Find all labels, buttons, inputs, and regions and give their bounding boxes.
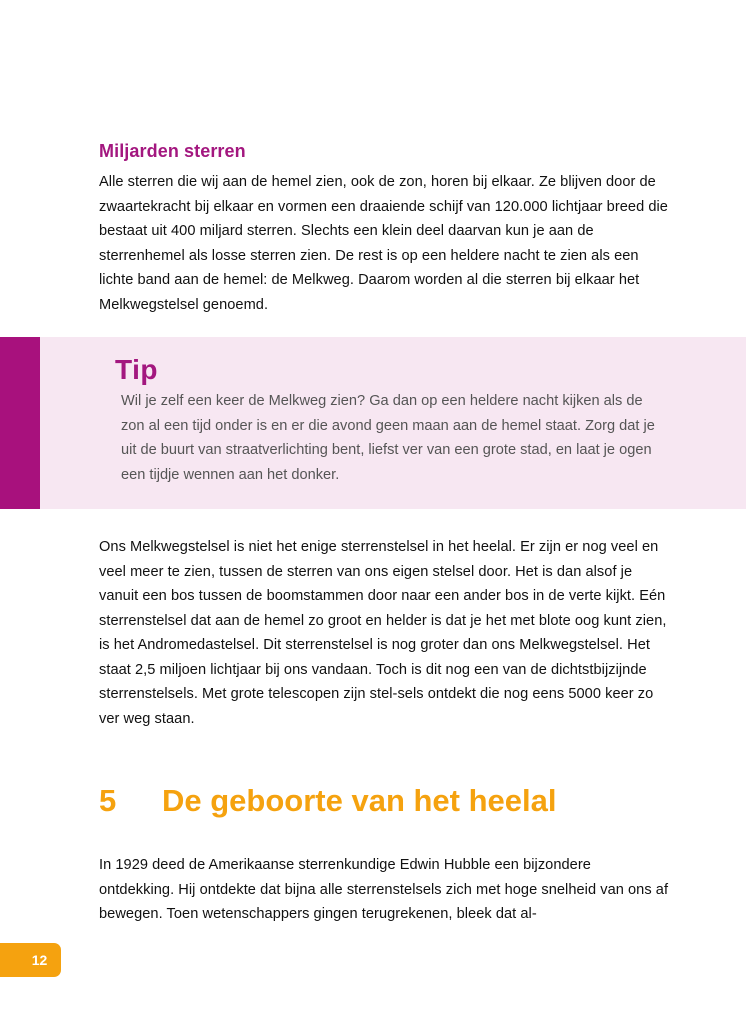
section-heading: Miljarden sterren bbox=[99, 141, 246, 161]
tip-box bbox=[0, 337, 746, 509]
tip-accent-bar bbox=[0, 337, 40, 509]
chapter-title: De geboorte van het heelal bbox=[162, 783, 557, 818]
paragraph-milky-way: Alle sterren die wij aan de hemel zien, ook de zon, horen bij elkaar. Ze blijven door de zwaartekracht bij elkaar en vormen een draaiende schijf van 120.000 lichtjaar breed die bestaat uit 400 miljard sterren. Slechts een klein deel daarvan kun je aan de sterrenhemel als losse sterren zien. De rest is op een heldere nacht te zien als een lichte band aan de hemel: de Melkweg. Daarom worden al die sterren bij elkaar het Melkwegstelsel genoemd. bbox=[99, 174, 668, 313]
tip-text: Wil je zelf een keer de Melkweg zien? Ga dan op een heldere nacht kijken als de zon al een tijd onder is en er die avond geen maan aan de hemel staat. Zorg dat je uit de buurt van straatverlichting bent, liefst ver van een grote stad, en laat je ogen een tijdje wennen aan het donker. bbox=[121, 393, 655, 483]
page-number-badge: 12 bbox=[0, 943, 61, 977]
paragraph-galaxies: Ons Melkwegstelsel is niet het enige sterrenstelsel in het heelal. Er zijn er nog veel en veel meer te zien, tussen de sterren van ons eigen stelsel door. Het is dan alsof je vanuit een bos tussen de boomstammen door naar een ander bos in de verte kijkt. Eén sterrenstelsel dat aan de hemel zo groot en helder is dat je het met blote oog kunt zien, is het Andromedastelsel. Dit sterrenstelsel is nog groter dan ons Melkwegstelsel. Het staat 2,5 miljoen lichtjaar bij ons vandaan. Toch is dit nog een van de dichtstbijzijnde sterrenstelsels. Met grote telescopen zijn stel-sels ontdekt die nog eens 5000 keer zo ver weg staan. bbox=[99, 539, 667, 727]
chapter-heading bbox=[99, 783, 557, 819]
chapter-number: 5 bbox=[99, 783, 117, 818]
paragraph-hubble: In 1929 deed de Amerikaanse sterrenkundige Edwin Hubble een bijzondere ontdekking. Hij ontdekte dat bijna alle sterrenstelsels zich met hoge snelheid van ons af bewegen. Toen wetenschappers gingen terugrekenen, bleek dat al- bbox=[99, 857, 669, 922]
tip-title: Tip bbox=[115, 354, 158, 385]
